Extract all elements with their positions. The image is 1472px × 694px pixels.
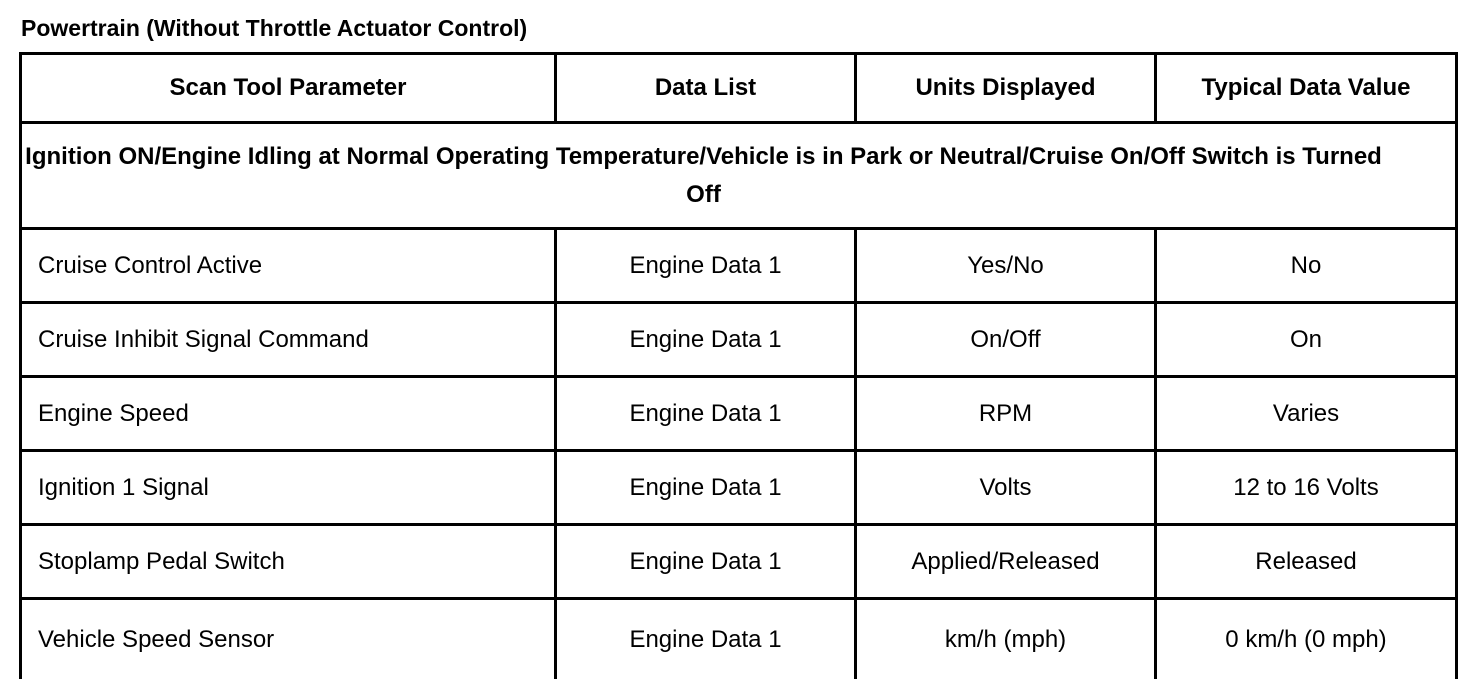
- typical-value-cell: No: [1156, 229, 1457, 303]
- column-header-typical-data-value: Typical Data Value: [1156, 54, 1457, 123]
- parameter-cell: Cruise Inhibit Signal Command: [21, 303, 556, 377]
- operating-condition-wrapper: [24, 138, 1454, 214]
- data-list-cell: Engine Data 1: [556, 303, 856, 377]
- operating-condition-label: Ignition ON/Engine Idling at Normal Operating Temperature/Vehicle is in Park or Neutral/Cruise On/Off Switch is Turned Off: [25, 142, 1382, 208]
- typical-value-cell: 12 to 16 Volts: [1156, 451, 1457, 525]
- parameter-cell: Engine Speed: [21, 377, 556, 451]
- table-header-row: [21, 54, 1457, 123]
- table-row: [21, 229, 1457, 303]
- column-header-data-list: Data List: [556, 54, 856, 123]
- table-row: [21, 303, 1457, 377]
- data-list-cell: Engine Data 1: [556, 525, 856, 599]
- parameter-cell: Vehicle Speed Sensor: [21, 599, 556, 680]
- column-header-scan-tool-parameter: Scan Tool Parameter: [21, 54, 556, 123]
- table-row: [21, 599, 1457, 680]
- data-list-cell: Engine Data 1: [556, 599, 856, 680]
- column-header-units-displayed: Units Displayed: [856, 54, 1156, 123]
- typical-value-cell: Varies: [1156, 377, 1457, 451]
- table-row: [21, 451, 1457, 525]
- units-cell: Applied/Released: [856, 525, 1156, 599]
- data-list-cell: Engine Data 1: [556, 229, 856, 303]
- table-row: [21, 525, 1457, 599]
- condition-row: [21, 123, 1457, 229]
- units-cell: Volts: [856, 451, 1156, 525]
- parameter-cell: Stoplamp Pedal Switch: [21, 525, 556, 599]
- units-cell: Yes/No: [856, 229, 1156, 303]
- data-list-cell: Engine Data 1: [556, 451, 856, 525]
- units-cell: km/h (mph): [856, 599, 1156, 680]
- parameter-table: [19, 52, 1458, 679]
- page-title: Powertrain (Without Throttle Actuator Control): [21, 15, 528, 41]
- typical-value-cell: On: [1156, 303, 1457, 377]
- data-list-cell: Engine Data 1: [556, 377, 856, 451]
- operating-condition-text: [21, 123, 1457, 229]
- typical-value-cell: 0 km/h (0 mph): [1156, 599, 1457, 680]
- typical-value-cell: Released: [1156, 525, 1457, 599]
- table-row: [21, 377, 1457, 451]
- parameter-cell: Ignition 1 Signal: [21, 451, 556, 525]
- units-cell: RPM: [856, 377, 1156, 451]
- parameter-cell: Cruise Control Active: [21, 229, 556, 303]
- units-cell: On/Off: [856, 303, 1156, 377]
